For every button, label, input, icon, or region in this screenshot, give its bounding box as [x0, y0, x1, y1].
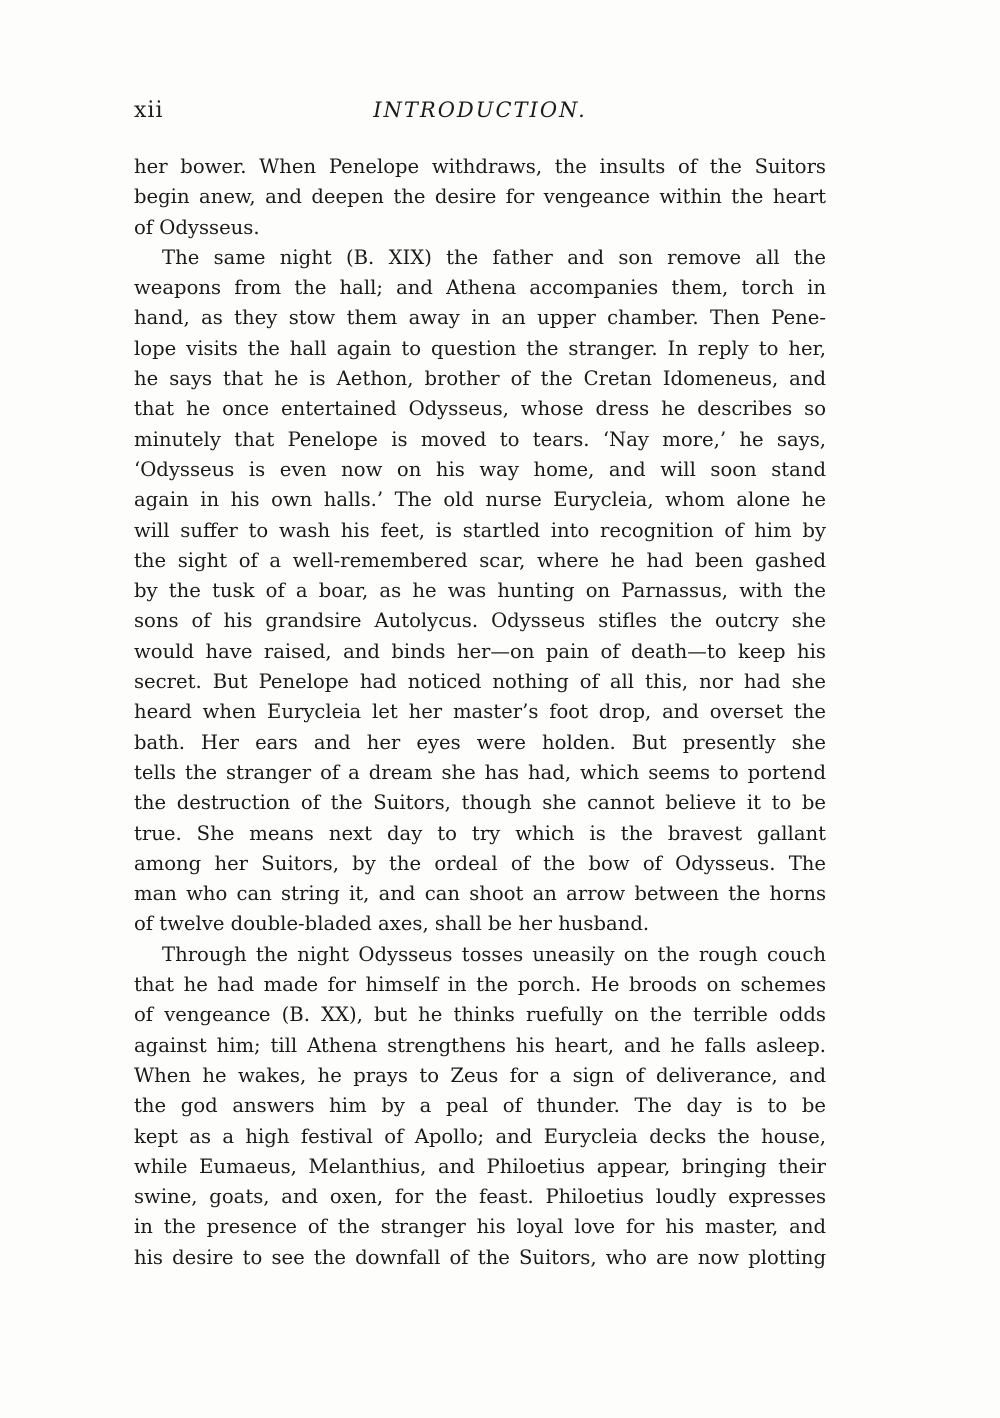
text-line: that he once entertained Odysseus, whose dress he describes so	[134, 397, 826, 421]
text-line: her bower. When Penelope withdraws, the insults of the Suitors	[134, 155, 826, 178]
text-line: the sight of a well-remembered scar, where he had been gashed	[134, 548, 826, 572]
text-line: bath. Her ears and her eyes were holden. But presently she	[134, 730, 826, 754]
text-line: against him; till Athena strengthens his heart, and he falls asleep.	[134, 1033, 826, 1057]
body-text	[134, 152, 826, 1273]
text-line: of Odysseus.	[134, 215, 260, 239]
text-line: minutely that Penelope is moved to tears. ‘Nay more,’ he says,	[134, 427, 826, 451]
text-line: The same night (B. XIX) the father and son remove all the	[162, 245, 826, 269]
running-head: INTRODUCTION.	[373, 98, 587, 122]
text-line: the destruction of the Suitors, though she cannot believe it to be	[134, 791, 826, 815]
text-line: begin anew, and deepen the desire for vengeance within the heart	[134, 185, 826, 209]
paragraph-1	[134, 152, 826, 243]
text-line: the god answers him by a peal of thunder. The day is to be	[134, 1094, 826, 1118]
paragraph-2	[134, 243, 826, 940]
text-line: of twelve double-bladed axes, shall be her husband.	[134, 912, 650, 936]
text-line: ‘Odysseus is even now on his way home, and will soon stand	[134, 457, 826, 481]
text-line: swine, goats, and oxen, for the feast. Philoetius loudly expresses	[134, 1185, 826, 1209]
text-line: lope visits the hall again to question the stranger. In reply to her,	[134, 336, 826, 360]
text-line: while Eumaeus, Melanthius, and Philoetius appear, bringing their	[134, 1154, 826, 1178]
text-line: by the tusk of a boar, as he was hunting on Parnassus, with the	[134, 579, 826, 603]
text-line: When he wakes, he prays to Zeus for a sign of deliverance, and	[134, 1063, 826, 1087]
text-line: again in his own halls.’ The old nurse Eurycleia, whom alone he	[134, 488, 826, 512]
text-line: Through the night Odysseus tosses uneasily on the rough couch	[162, 942, 826, 966]
page-number: xii	[134, 98, 164, 123]
text-line: he says that he is Aethon, brother of the Cretan Idomeneus, and	[134, 367, 826, 391]
text-line: weapons from the hall; and Athena accompanies them, torch in	[134, 276, 826, 300]
paragraph-3	[134, 940, 826, 1273]
text-line: would have raised, and binds her—on pain of death—to keep his	[134, 639, 826, 663]
text-line: heard when Eurycleia let her master’s foot drop, and overset the	[134, 700, 826, 724]
text-line: will suffer to wash his feet, is startled into recognition of him by	[134, 518, 826, 542]
text-line: hand, as they stow them away in an upper chamber. Then Pene-	[134, 306, 826, 330]
text-line: secret. But Penelope had noticed nothing of all this, nor had she	[134, 670, 826, 694]
text-line: man who can string it, and can shoot an arrow between the horns	[134, 882, 826, 906]
text-line: sons of his grandsire Autolycus. Odysseus stifles the outcry she	[134, 609, 826, 633]
text-line: his desire to see the downfall of the Suitors, who are now plotting	[134, 1245, 826, 1269]
page-header	[134, 98, 826, 132]
text-line: that he had made for himself in the porch. He broods on schemes	[134, 973, 826, 997]
text-line: of vengeance (B. XX), but he thinks ruefully on the terrible odds	[134, 1003, 826, 1027]
text-line: true. She means next day to try which is the bravest gallant	[134, 821, 826, 845]
text-line: kept as a high festival of Apollo; and Eurycleia decks the house,	[134, 1124, 826, 1148]
text-line: in the presence of the stranger his loyal love for his master, and	[134, 1215, 826, 1239]
text-line: tells the stranger of a dream she has had, which seems to portend	[134, 760, 826, 784]
text-line: among her Suitors, by the ordeal of the bow of Odysseus. The	[134, 851, 826, 875]
